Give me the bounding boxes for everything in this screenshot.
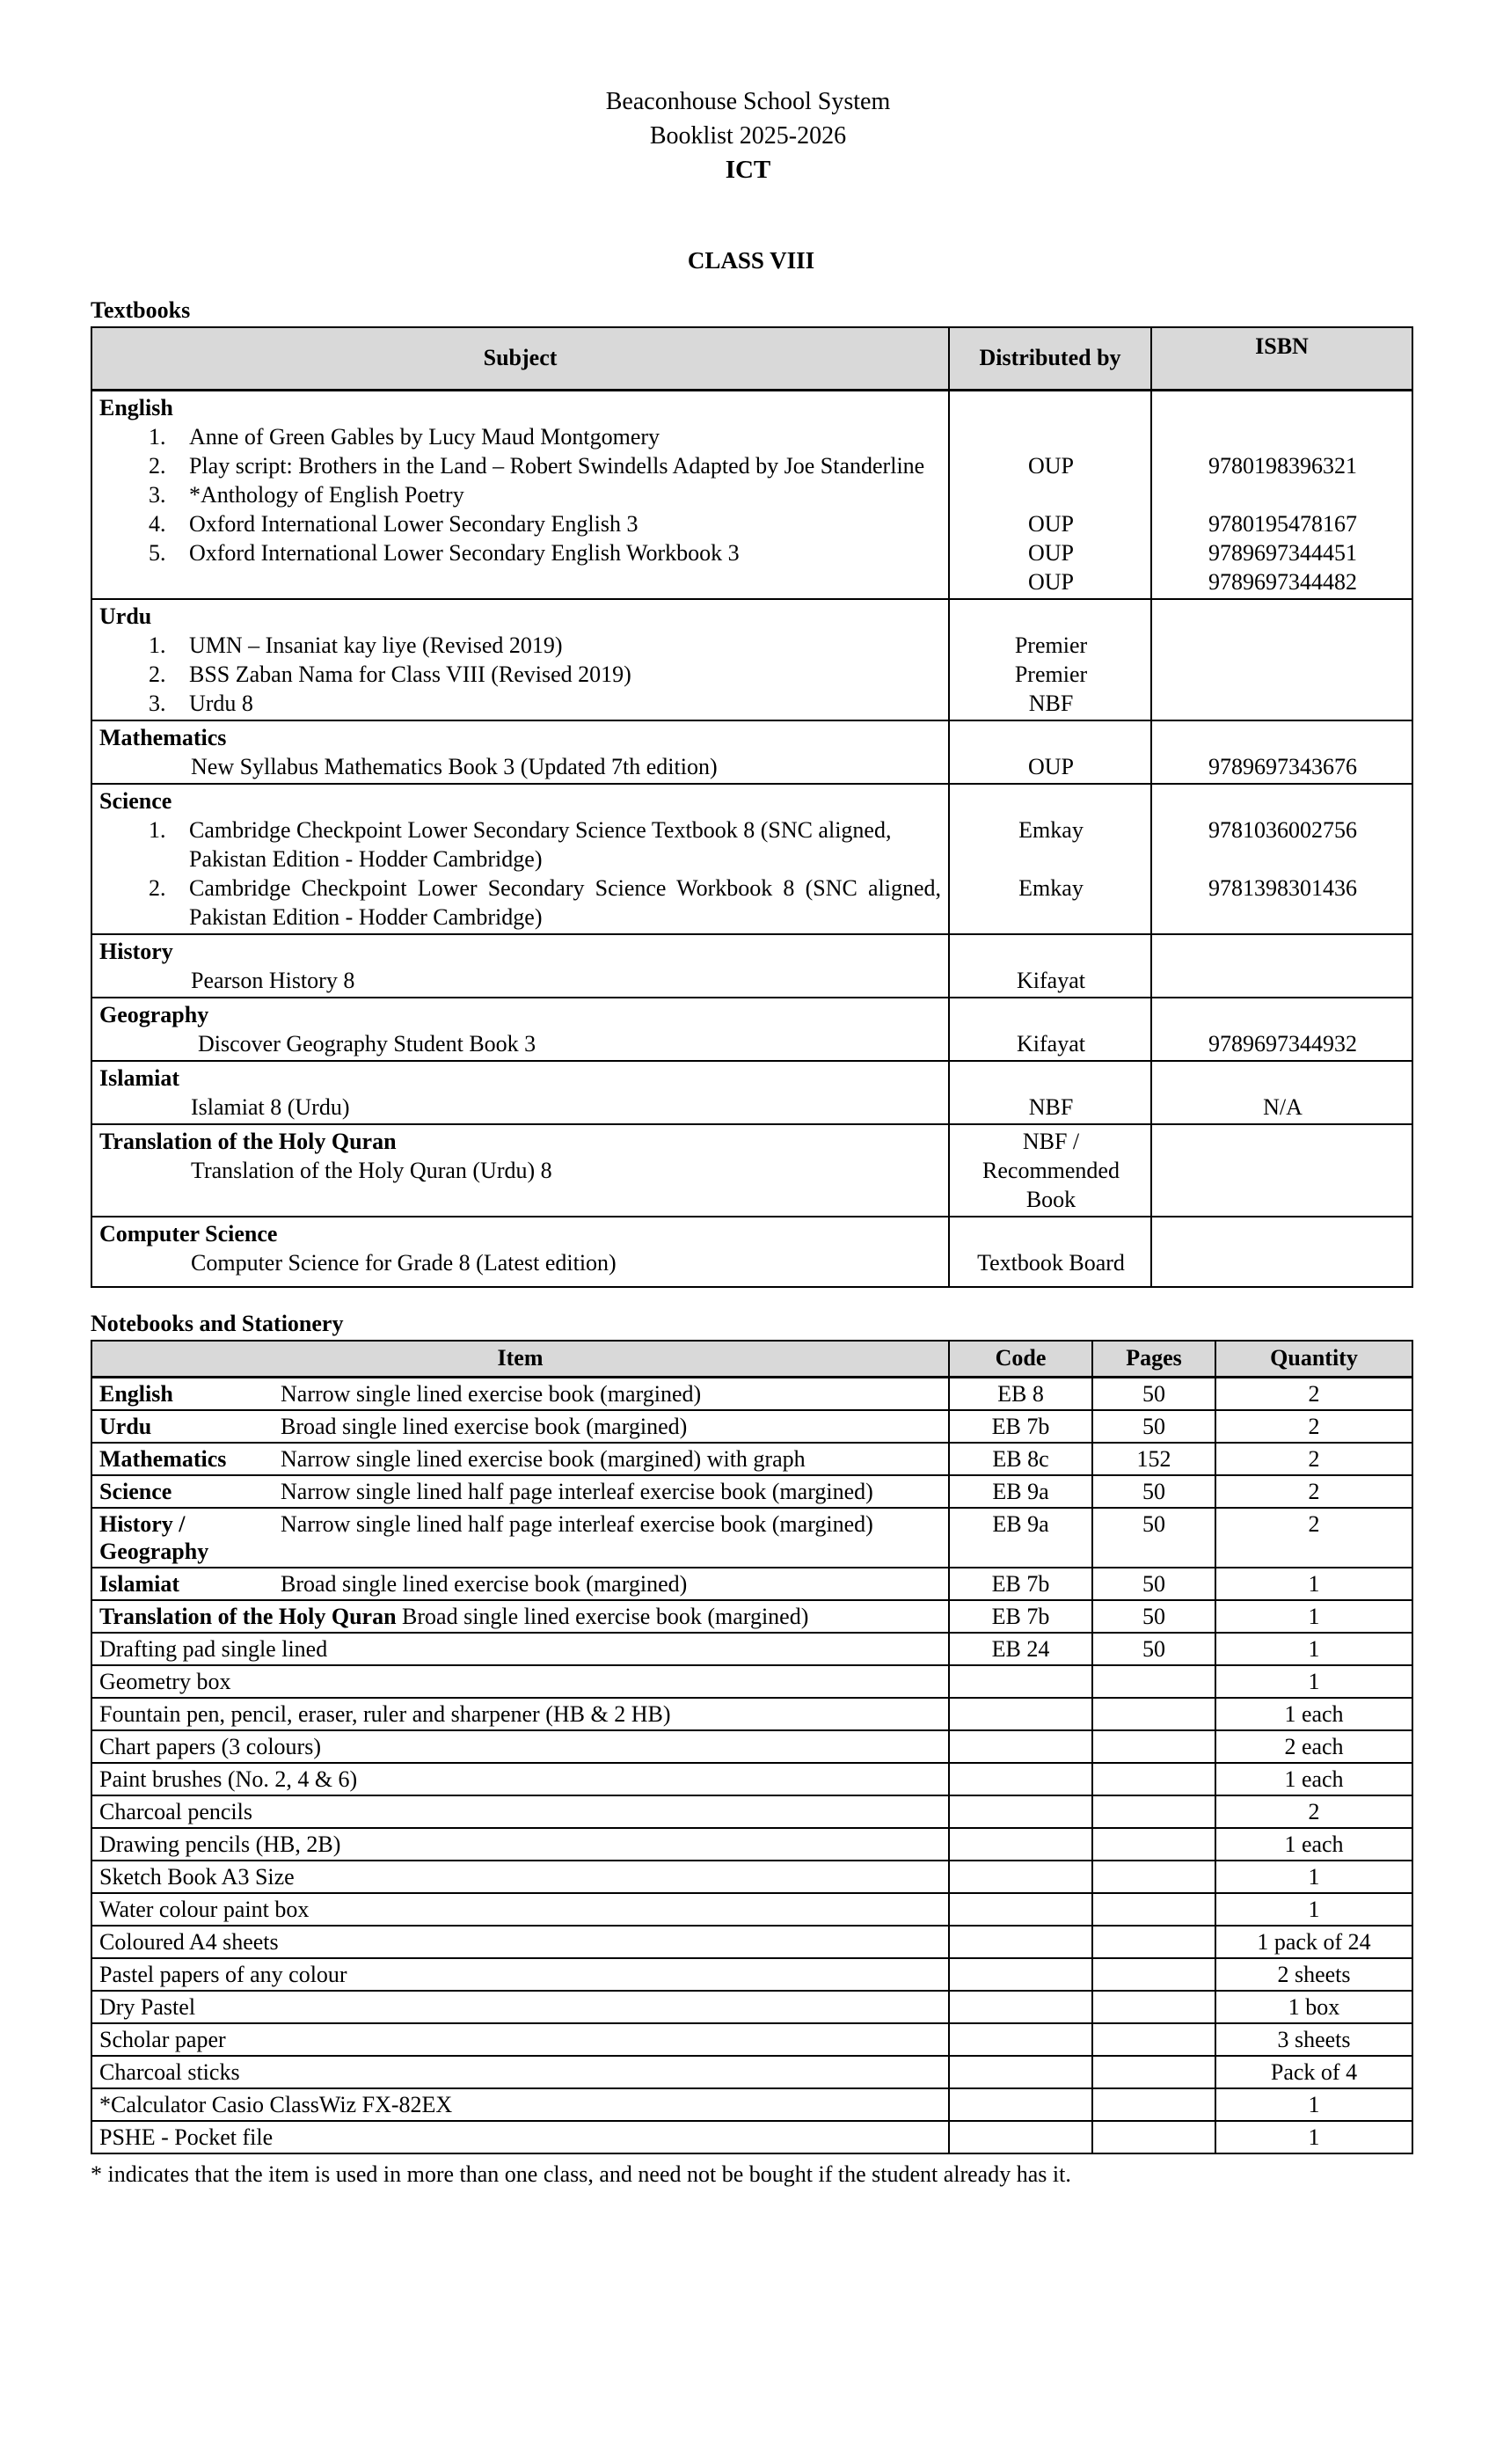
textbook-section-row-islamiat <box>91 1061 1412 1124</box>
notebooks-section-label: Notebooks and Stationery <box>91 1310 344 1336</box>
subject-cell <box>91 390 949 599</box>
stationery-row <box>91 1475 1412 1508</box>
pages-cell <box>1092 1730 1215 1763</box>
subject-name: History <box>99 938 173 964</box>
book-title: Play script: Brothers in the Land – Robert Swindells Adapted by Joe Standerline <box>189 452 925 479</box>
distributor-cell <box>949 934 1151 998</box>
subject-cell <box>91 720 949 784</box>
distributor-cell <box>949 599 1151 720</box>
textbooks-section-label: Textbooks <box>91 297 191 323</box>
notebooks-table <box>91 1340 1413 2155</box>
quantity-cell: 2 <box>1215 1475 1412 1508</box>
item-cell <box>91 1475 949 1508</box>
book-number: 1. <box>149 423 166 450</box>
stationery-row <box>91 1893 1412 1926</box>
distributor-value: NBF / Recommended Book <box>982 1128 1120 1212</box>
textbooks-table <box>91 326 1413 1288</box>
pages-cell <box>1092 1795 1215 1828</box>
quantity-cell: 1 <box>1215 1893 1412 1926</box>
distributor-value: OUP <box>1027 510 1074 537</box>
item-cell: Sketch Book A3 Size <box>91 1861 949 1893</box>
subject-cell <box>91 784 949 934</box>
distributor-value: Kifayat <box>1017 1030 1085 1057</box>
book-title: Translation of the Holy Quran (Urdu) 8 <box>191 1157 552 1183</box>
column-header-isbn: ISBN <box>1151 327 1412 390</box>
code-cell <box>949 1828 1092 1861</box>
textbook-section-row-computer-science <box>91 1217 1412 1287</box>
book-title: Cambridge Checkpoint Lower Secondary Science Textbook 8 (SNC aligned, Pakistan Edition - Hodder Cambridge) <box>189 816 892 872</box>
distributor-value: Kifayat <box>1017 967 1085 993</box>
isbn-cell <box>1151 599 1412 720</box>
distributor-value: Emkay <box>1018 816 1084 843</box>
pages-cell <box>1092 1698 1215 1730</box>
booklist-page <box>0 84 1496 2464</box>
code-cell <box>949 1698 1092 1730</box>
pages-cell: 50 <box>1092 1568 1215 1600</box>
code-cell <box>949 2056 1092 2088</box>
code-cell <box>949 2023 1092 2056</box>
pages-cell: 50 <box>1092 1508 1215 1568</box>
quantity-cell: 2 <box>1215 1378 1412 1411</box>
pages-cell <box>1092 1893 1215 1926</box>
code-cell: EB 9a <box>949 1475 1092 1508</box>
code-cell <box>949 1763 1092 1795</box>
quantity-cell: 1 box <box>1215 1991 1412 2023</box>
code-cell: EB 8c <box>949 1443 1092 1475</box>
stationery-row <box>91 1665 1412 1698</box>
isbn-value <box>1159 422 1406 451</box>
subject-name: Islamiat <box>99 1064 179 1091</box>
book-number: 2. <box>149 874 166 901</box>
book-item <box>99 631 943 660</box>
quantity-cell: 1 each <box>1215 1763 1412 1795</box>
pages-cell <box>1092 1828 1215 1861</box>
code-cell <box>949 1958 1092 1991</box>
textbook-section-row-geography <box>91 998 1412 1061</box>
textbook-section-row-english <box>91 390 1412 599</box>
book-title: Oxford International Lower Secondary English 3 <box>189 510 639 537</box>
distributor-cell <box>949 998 1151 1061</box>
item-subject-label: English <box>99 1381 173 1407</box>
stationery-row <box>91 1991 1412 2023</box>
code-cell <box>949 1665 1092 1698</box>
item-cell <box>91 1508 949 1568</box>
book-item <box>99 689 943 718</box>
book-item <box>99 874 943 932</box>
code-cell <box>949 1893 1092 1926</box>
stationery-row <box>91 2121 1412 2153</box>
stationery-row <box>91 2088 1412 2121</box>
book-title: Anne of Green Gables by Lucy Maud Montgomery <box>189 423 660 450</box>
booklist-title: Booklist 2025-2026 <box>649 122 847 150</box>
stationery-row <box>91 1600 1412 1633</box>
distributor-cell <box>949 1217 1151 1287</box>
book-title: Pearson History 8 <box>191 967 355 993</box>
stationery-row <box>91 1443 1412 1475</box>
code-cell: EB 8 <box>949 1378 1092 1411</box>
code-cell: EB 24 <box>949 1633 1092 1665</box>
column-header-code: Code <box>949 1341 1092 1378</box>
isbn-cell <box>1151 1217 1412 1287</box>
code-cell: EB 7b <box>949 1410 1092 1443</box>
book-title: BSS Zaban Nama for Class VIII (Revised 2019) <box>189 661 631 687</box>
isbn-value: N/A <box>1263 1093 1303 1120</box>
item-subject-label: Science <box>99 1479 172 1504</box>
book-item <box>99 509 943 538</box>
item-description: Narrow single lined exercise book (margined) with graph <box>281 1446 806 1472</box>
item-cell <box>91 1410 949 1443</box>
isbn-cell <box>1151 1124 1412 1217</box>
pages-cell <box>1092 1763 1215 1795</box>
quantity-cell: 1 <box>1215 1633 1412 1665</box>
isbn-value: 9780198396321 <box>1208 452 1357 479</box>
isbn-value <box>1159 660 1406 689</box>
pages-cell: 50 <box>1092 1378 1215 1411</box>
book-number: 5. <box>149 539 166 566</box>
isbn-value: 9789697343676 <box>1208 753 1357 779</box>
distributor-cell <box>949 720 1151 784</box>
quantity-cell: 3 sheets <box>1215 2023 1412 2056</box>
quantity-cell: 2 <box>1215 1410 1412 1443</box>
book-title: Computer Science for Grade 8 (Latest edition) <box>191 1249 617 1276</box>
code-cell <box>949 1861 1092 1893</box>
book-item <box>99 480 943 509</box>
pages-cell: 152 <box>1092 1443 1215 1475</box>
item-cell: Drawing pencils (HB, 2B) <box>91 1828 949 1861</box>
book-number: 1. <box>149 816 166 843</box>
distributor-value: Premier <box>1014 632 1088 658</box>
stationery-row <box>91 1763 1412 1795</box>
quantity-cell: 1 <box>1215 1568 1412 1600</box>
subject-name: Geography <box>99 1001 209 1027</box>
column-header-distributed-by: Distributed by <box>949 327 1151 390</box>
subject-name: Mathematics <box>99 724 227 750</box>
item-description: Narrow single lined half page interleaf exercise book (margined) <box>281 1511 873 1537</box>
item-cell: Scholar paper <box>91 2023 949 2056</box>
isbn-cell <box>1151 390 1412 599</box>
book-title: Urdu 8 <box>189 690 253 716</box>
item-subject-label: Urdu <box>99 1414 152 1439</box>
item-cell <box>91 1443 949 1475</box>
textbooks-header-row <box>91 327 1412 390</box>
book-title: Oxford International Lower Secondary English Workbook 3 <box>189 539 740 566</box>
code-cell <box>949 1926 1092 1958</box>
column-header-item: Item <box>91 1341 949 1378</box>
subject-cell <box>91 934 949 998</box>
column-header-quantity: Quantity <box>1215 1341 1412 1378</box>
subject-name: Urdu <box>99 603 152 629</box>
book-title: New Syllabus Mathematics Book 3 (Updated 7th edition) <box>191 753 718 779</box>
code-cell <box>949 1730 1092 1763</box>
item-cell: Dry Pastel <box>91 1991 949 2023</box>
stationery-row <box>91 1378 1412 1411</box>
stationery-row <box>91 1568 1412 1600</box>
isbn-cell <box>1151 784 1412 934</box>
book-item <box>99 538 943 567</box>
quantity-cell: 1 each <box>1215 1828 1412 1861</box>
book-item <box>99 422 943 451</box>
distributor-value: OUP <box>1027 539 1074 566</box>
code-cell: EB 7b <box>949 1568 1092 1600</box>
pages-cell <box>1092 2121 1215 2153</box>
pages-cell <box>1092 2088 1215 2121</box>
isbn-cell <box>1151 720 1412 784</box>
subject-name: Science <box>99 787 172 814</box>
item-description: Broad single lined exercise book (margined) <box>402 1604 809 1629</box>
book-title: *Anthology of English Poetry <box>189 481 464 508</box>
isbn-cell <box>1151 934 1412 998</box>
subject-name: Translation of the Holy Quran <box>99 1128 397 1154</box>
isbn-cell <box>1151 998 1412 1061</box>
school-name: Beaconhouse School System <box>605 88 891 115</box>
pages-cell: 50 <box>1092 1633 1215 1665</box>
quantity-cell: 1 pack of 24 <box>1215 1926 1412 1958</box>
isbn-value: 9789697344932 <box>1208 1030 1357 1057</box>
stationery-row <box>91 1730 1412 1763</box>
isbn-value <box>1159 966 1406 995</box>
subject-cell <box>91 599 949 720</box>
stationery-row <box>91 1698 1412 1730</box>
item-cell <box>91 1568 949 1600</box>
quantity-cell: 2 <box>1215 1508 1412 1568</box>
textbook-section-row-history <box>91 934 1412 998</box>
item-cell <box>91 1600 949 1633</box>
item-cell: Chart papers (3 colours) <box>91 1730 949 1763</box>
distributor-cell <box>949 1061 1151 1124</box>
isbn-value <box>1159 631 1406 660</box>
isbn-value: 9780195478167 <box>1208 510 1357 537</box>
code-cell <box>949 2088 1092 2121</box>
department-heading: ICT <box>725 156 771 184</box>
quantity-cell: Pack of 4 <box>1215 2056 1412 2088</box>
pages-cell: 50 <box>1092 1600 1215 1633</box>
column-header-subject: Subject <box>91 327 949 390</box>
subject-name: English <box>99 394 173 420</box>
distributor-value <box>957 422 1145 451</box>
item-cell <box>91 1378 949 1411</box>
subject-cell <box>91 1217 949 1287</box>
pages-cell <box>1092 2056 1215 2088</box>
stationery-row <box>91 1508 1412 1568</box>
book-number: 2. <box>149 452 166 479</box>
textbook-section-row-science <box>91 784 1412 934</box>
class-heading: CLASS VIII <box>687 247 815 274</box>
code-cell <box>949 1991 1092 2023</box>
item-cell: Fountain pen, pencil, eraser, ruler and sharpener (HB & 2 HB) <box>91 1698 949 1730</box>
item-description: Broad single lined exercise book (margined) <box>281 1571 688 1597</box>
subject-cell <box>91 998 949 1061</box>
book-title: UMN – Insaniat kay liye (Revised 2019) <box>189 632 563 658</box>
distributor-cell <box>949 1124 1151 1217</box>
stationery-row <box>91 1861 1412 1893</box>
book-number: 2. <box>149 661 166 687</box>
item-cell: Charcoal sticks <box>91 2056 949 2088</box>
book-number: 1. <box>149 632 166 658</box>
item-cell: Coloured A4 sheets <box>91 1926 949 1958</box>
pages-cell: 50 <box>1092 1475 1215 1508</box>
item-cell: Paint brushes (No. 2, 4 & 6) <box>91 1763 949 1795</box>
item-subject-label: Mathematics <box>99 1446 227 1472</box>
isbn-cell <box>1151 1061 1412 1124</box>
book-title: Cambridge Checkpoint Lower Secondary Science Workbook 8 (SNC aligned, Pakistan Edition - Hodder Cambridge) <box>189 874 941 930</box>
page-content <box>91 247 1412 2188</box>
book-title: Discover Geography Student Book 3 <box>198 1030 536 1057</box>
code-cell <box>949 1795 1092 1828</box>
isbn-value <box>1159 689 1406 718</box>
book-title: Islamiat 8 (Urdu) <box>191 1093 350 1120</box>
book-item <box>99 451 943 480</box>
code-cell: EB 9a <box>949 1508 1092 1568</box>
isbn-value <box>1159 1156 1406 1185</box>
item-cell: Water colour paint box <box>91 1893 949 1926</box>
distributor-value: Textbook Board <box>977 1249 1125 1276</box>
textbook-section-row-quran-translation <box>91 1124 1412 1217</box>
textbook-section-row-mathematics <box>91 720 1412 784</box>
item-cell: PSHE - Pocket file <box>91 2121 949 2153</box>
subject-cell <box>91 1061 949 1124</box>
item-description: Narrow single lined half page interleaf exercise book (margined) <box>281 1479 873 1504</box>
book-item <box>99 815 943 874</box>
pages-cell <box>1092 2023 1215 2056</box>
distributor-value: NBF <box>1028 1093 1074 1120</box>
quantity-cell: 1 <box>1215 1665 1412 1698</box>
item-subject-label: Translation of the Holy Quran <box>99 1604 397 1629</box>
textbook-section-row-urdu <box>91 599 1412 720</box>
quantity-cell: 2 <box>1215 1443 1412 1475</box>
code-cell: EB 7b <box>949 1600 1092 1633</box>
pages-cell: 50 <box>1092 1410 1215 1443</box>
quantity-cell: 1 <box>1215 2088 1412 2121</box>
column-header-pages: Pages <box>1092 1341 1215 1378</box>
quantity-cell: 2 each <box>1215 1730 1412 1763</box>
isbn-value: 9781036002756 <box>1208 816 1357 843</box>
pages-cell <box>1092 1861 1215 1893</box>
distributor-value: Emkay <box>1018 874 1084 901</box>
stationery-row <box>91 2023 1412 2056</box>
subject-name: Computer Science <box>99 1220 278 1247</box>
item-cell: Charcoal pencils <box>91 1795 949 1828</box>
distributor-value: Premier <box>1014 661 1088 687</box>
pages-cell <box>1092 1991 1215 2023</box>
stationery-row <box>91 1795 1412 1828</box>
quantity-cell: 1 <box>1215 2121 1412 2153</box>
quantity-cell: 1 each <box>1215 1698 1412 1730</box>
stationery-row <box>91 1633 1412 1665</box>
stationery-row <box>91 2056 1412 2088</box>
distributor-value: OUP <box>1027 568 1074 595</box>
stationery-row <box>91 1958 1412 1991</box>
pages-cell <box>1092 1665 1215 1698</box>
book-number: 3. <box>149 481 166 508</box>
pages-cell <box>1092 1958 1215 1991</box>
notebooks-header-row <box>91 1341 1412 1378</box>
item-cell: *Calculator Casio ClassWiz FX-82EX <box>91 2088 949 2121</box>
item-cell: Drafting pad single lined <box>91 1633 949 1665</box>
item-subject-label: History / Geography <box>99 1511 209 1564</box>
distributor-value: NBF <box>1028 690 1074 716</box>
asterisk-footnote: * indicates that the item is used in more than one class, and need not be bought if the student already has it. <box>91 2161 1071 2187</box>
document-title-block <box>0 84 1496 187</box>
item-description: Broad single lined exercise book (margined) <box>281 1414 688 1439</box>
isbn-value <box>1159 1248 1406 1277</box>
stationery-row <box>91 1410 1412 1443</box>
stationery-row <box>91 1926 1412 1958</box>
subject-cell <box>91 1124 949 1217</box>
distributor-cell <box>949 784 1151 934</box>
quantity-cell: 2 <box>1215 1795 1412 1828</box>
isbn-value: 9789697344482 <box>1208 568 1357 595</box>
code-cell <box>949 2121 1092 2153</box>
item-subject-label: Islamiat <box>99 1571 179 1597</box>
book-number: 4. <box>149 510 166 537</box>
distributor-cell <box>949 390 1151 599</box>
item-cell: Pastel papers of any colour <box>91 1958 949 1991</box>
pages-cell <box>1092 1926 1215 1958</box>
quantity-cell: 1 <box>1215 1600 1412 1633</box>
quantity-cell: 2 sheets <box>1215 1958 1412 1991</box>
quantity-cell: 1 <box>1215 1861 1412 1893</box>
distributor-value: OUP <box>1027 452 1074 479</box>
item-description: Narrow single lined exercise book (margined) <box>281 1381 702 1407</box>
isbn-value: 9789697344451 <box>1208 539 1357 566</box>
book-item <box>99 660 943 689</box>
stationery-row <box>91 1828 1412 1861</box>
book-number: 3. <box>149 690 166 716</box>
item-cell: Geometry box <box>91 1665 949 1698</box>
isbn-value: 9781398301436 <box>1208 874 1357 901</box>
distributor-value: OUP <box>1027 753 1074 779</box>
